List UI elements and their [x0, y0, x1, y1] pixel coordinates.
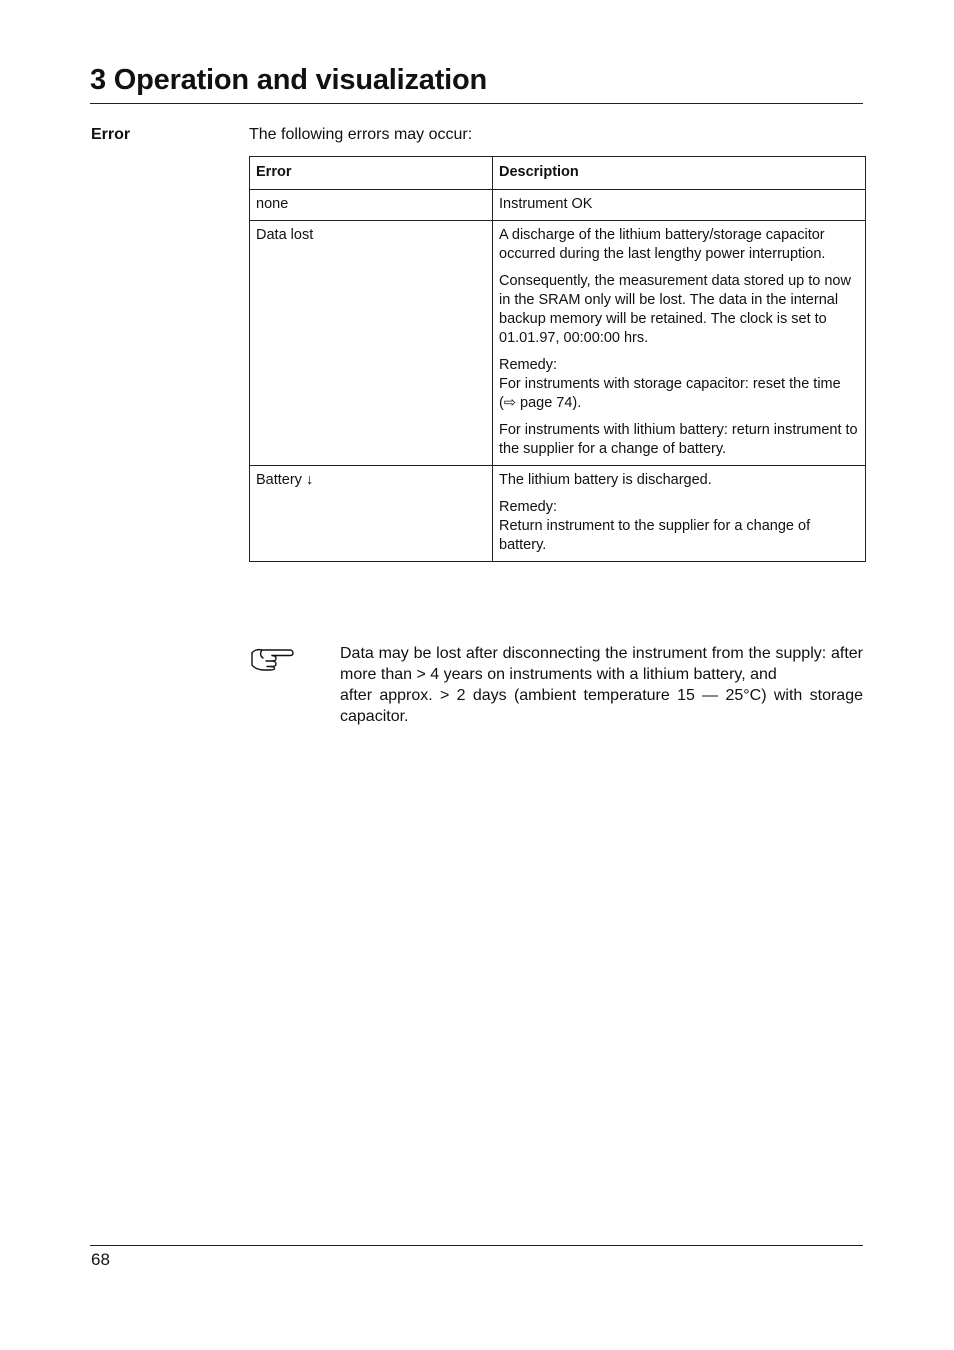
- error-cell: Data lost: [250, 221, 493, 466]
- description-paragraph: Remedy: For instruments with storage capacitor: reset the time (⇨ page 74).: [499, 357, 841, 411]
- error-cell: Battery ↓: [250, 466, 493, 562]
- column-header-error: Error: [250, 157, 493, 190]
- title-divider: [90, 103, 863, 104]
- note-text: [340, 643, 863, 727]
- description-paragraph: Consequently, the measurement data stored up to now in the SRAM only will be lost. The data in the internal backup memory will be retained. The clock is set to 01.01.97, 00:00:00 hrs.: [499, 273, 851, 346]
- error-table: [249, 156, 866, 562]
- pointing-hand-icon: [250, 644, 294, 672]
- description-paragraph: For instruments with lithium battery: return instrument to the supplier for a change of battery.: [499, 422, 858, 457]
- table-row: [250, 466, 866, 562]
- description-paragraph: Instrument OK: [499, 196, 593, 212]
- description-cell: [493, 190, 866, 221]
- error-cell: none: [250, 190, 493, 221]
- chapter-title: 3 Operation and visualization: [90, 64, 488, 96]
- footer-divider: [90, 1245, 863, 1246]
- page-number: 68: [91, 1250, 110, 1269]
- table-row: [250, 190, 866, 221]
- note-line: Data may be lost after disconnecting the instrument from the supply: after more than > 4 years on instruments with a lithium battery, and: [340, 645, 863, 683]
- description-cell: [493, 221, 866, 466]
- table-row: [250, 221, 866, 466]
- side-heading: Error: [91, 126, 131, 143]
- column-header-description: Description: [493, 157, 866, 190]
- description-paragraph: Remedy: Return instrument to the supplier for a change of battery.: [499, 499, 811, 553]
- table-header-row: [250, 157, 866, 190]
- description-paragraph: A discharge of the lithium battery/storage capacitor occurred during the last lengthy power interruption.: [499, 227, 826, 262]
- description-cell: [493, 466, 866, 562]
- note-line: after approx. > 2 days (ambient temperature 15 — 25°C) with storage capacitor.: [340, 687, 863, 725]
- intro-text: The following errors may occur:: [249, 126, 473, 143]
- description-paragraph: The lithium battery is discharged.: [499, 472, 712, 488]
